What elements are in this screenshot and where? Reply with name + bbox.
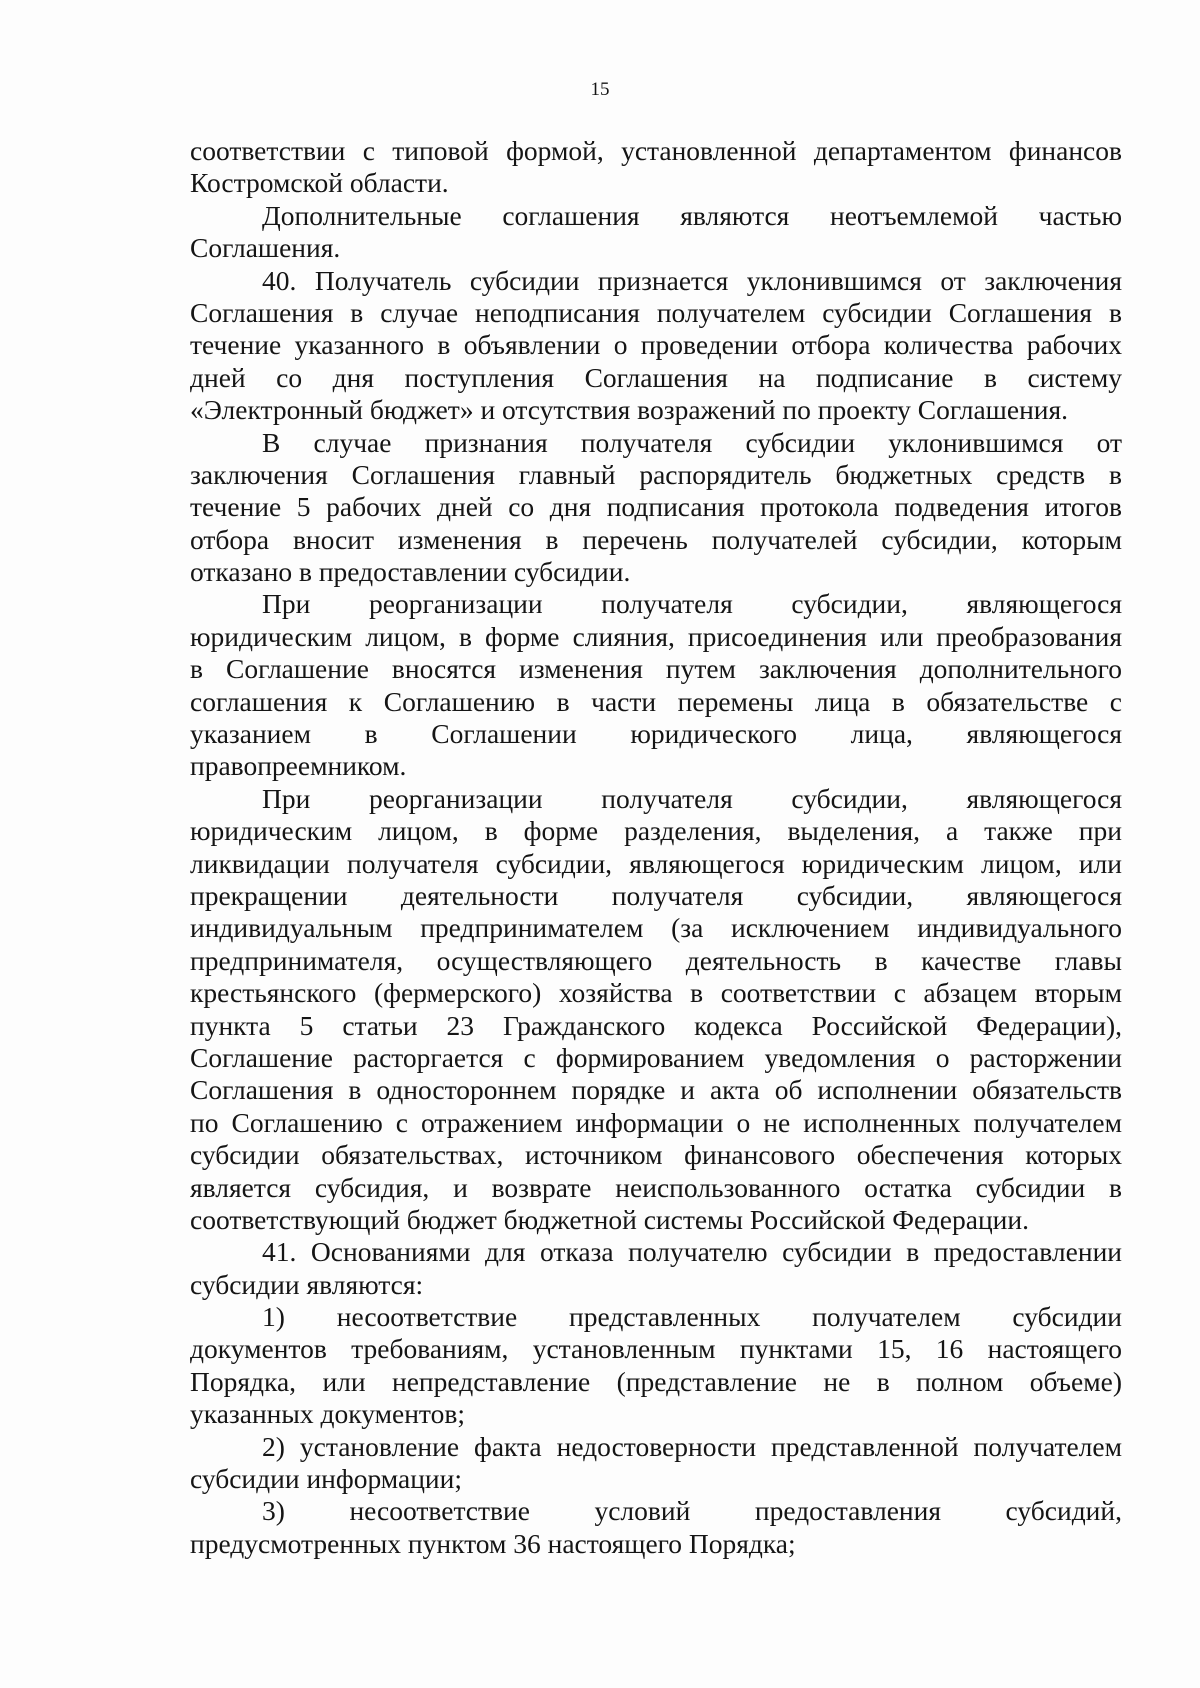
text-line: ликвидации получателя субсидии, являющегося юридическим лицом, или <box>190 847 1122 879</box>
text-line: соответствии с типовой формой, установленной департаментом финансов <box>190 135 1122 166</box>
text-line: Порядка, или непредставление (представление не в полном объеме) <box>190 1365 1122 1397</box>
text-line: 1) несоответствие представленных получателем субсидии <box>262 1301 1122 1333</box>
paragraph <box>190 135 1122 200</box>
text-line: Дополнительные соглашения являются неотъемлемой частью <box>262 199 1122 231</box>
text-line: индивидуальным предпринимателем (за исключением индивидуального <box>190 912 1122 944</box>
page-number: 15 <box>590 79 610 100</box>
text-line: юридическим лицом, в форме слияния, присоединения или преобразования <box>190 620 1122 652</box>
text-line: крестьянского (фермерского) хозяйства в соответствии с абзацем вторым <box>190 977 1122 1009</box>
text-line: указанных документов; <box>190 1398 465 1430</box>
text-line: предпринимателя, осуществляющего деятельность в качестве главы <box>190 944 1122 976</box>
text-line: течение 5 рабочих дней со дня подписания протокола подведения итогов <box>190 491 1122 523</box>
text-line: юридическим лицом, в форме разделения, выделения, а также при <box>190 815 1122 847</box>
paragraph <box>190 588 1122 782</box>
text-line: в Соглашение вносятся изменения путем заключения дополнительного <box>190 653 1122 685</box>
document-body <box>190 135 1122 1560</box>
text-line: течение указанного в объявлении о проведении отбора количества рабочих <box>190 329 1122 361</box>
text-line: указанием в Соглашении юридического лица, являющегося <box>190 718 1122 750</box>
text-line: Соглашение расторгается с формированием уведомления о расторжении <box>190 1041 1122 1073</box>
paragraph <box>190 427 1122 589</box>
text-line: Соглашения в одностороннем порядке и акта об исполнении обязательств <box>190 1074 1122 1106</box>
text-line: заключения Соглашения главный распорядитель бюджетных средств в <box>190 458 1122 490</box>
text-line: отказано в предоставлении субсидии. <box>190 556 631 588</box>
text-line: При реорганизации получателя субсидии, являющегося <box>262 588 1122 620</box>
text-line: соглашения к Соглашению в части перемены лица в обязательстве с <box>190 685 1122 717</box>
text-line: соответствующий бюджет бюджетной системы Российской Федерации. <box>190 1203 1029 1235</box>
text-line: «Электронный бюджет» и отсутствия возражений по проекту Соглашения. <box>190 394 1069 426</box>
paragraph <box>190 1431 1122 1496</box>
text-line: 40. Получатель субсидии признается уклонившимся от заключения <box>262 264 1122 296</box>
text-line: является субсидия, и возврате неиспользованного остатка субсидии в <box>190 1171 1122 1203</box>
text-line: субсидии являются: <box>190 1268 424 1300</box>
text-line: по Соглашению с отражением информации о не исполненных получателем <box>190 1106 1122 1138</box>
paragraph <box>190 1495 1122 1560</box>
text-line: субсидии обязательствах, источником финансового обеспечения которых <box>190 1139 1122 1171</box>
text-line: предусмотренных пунктом 36 настоящего Порядка; <box>190 1527 796 1559</box>
text-line: 41. Основаниями для отказа получателю субсидии в предоставлении <box>262 1236 1122 1268</box>
paragraph <box>190 265 1122 427</box>
text-line: отбора вносит изменения в перечень получателей субсидии, которым <box>190 523 1122 555</box>
text-line: прекращении деятельности получателя субсидии, являющегося <box>190 879 1122 911</box>
text-line: пункта 5 статьи 23 Гражданского кодекса Российской Федерации), <box>190 1009 1122 1041</box>
text-line: правопреемником. <box>190 750 407 782</box>
text-line: субсидии информации; <box>190 1463 462 1495</box>
paragraph <box>190 1301 1122 1431</box>
text-line: В случае признания получателя субсидии уклонившимся от <box>262 426 1122 458</box>
paragraph <box>190 1236 1122 1301</box>
text-line: Соглашения. <box>190 232 341 264</box>
text-line: Соглашения в случае неподписания получателем субсидии Соглашения в <box>190 296 1122 328</box>
text-line: При реорганизации получателя субсидии, являющегося <box>262 782 1122 814</box>
paragraph <box>190 200 1122 265</box>
text-line: 2) установление факта недостоверности представленной получателем <box>262 1430 1122 1462</box>
text-line: дней со дня поступления Соглашения на подписание в систему <box>190 361 1122 393</box>
paragraph <box>190 783 1122 1236</box>
text-line: Костромской области. <box>190 167 449 199</box>
text-line: 3) несоответствие условий предоставления субсидий, <box>262 1495 1122 1527</box>
text-line: документов требованиям, установленным пунктами 15, 16 настоящего <box>190 1333 1122 1365</box>
